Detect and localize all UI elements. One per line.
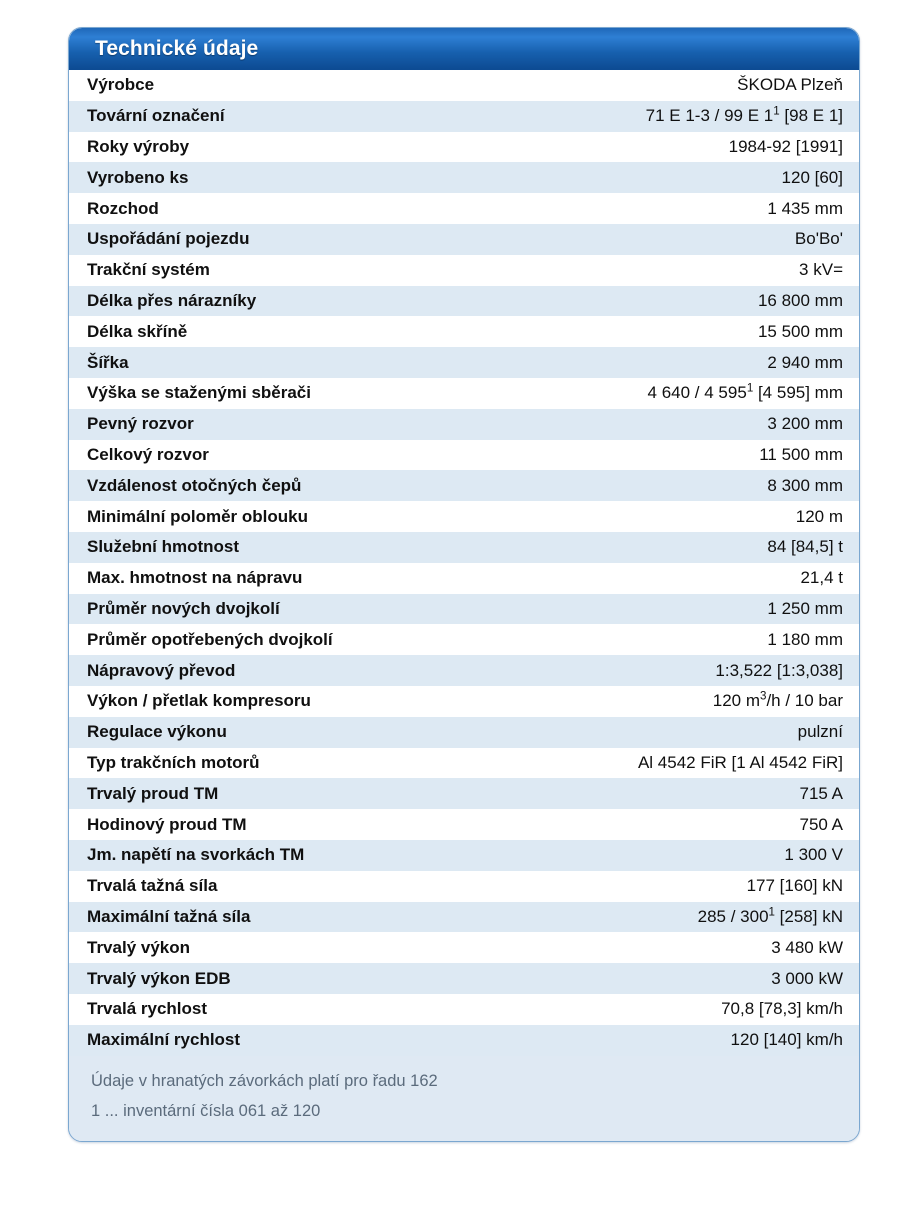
spec-value: 750 A bbox=[799, 814, 843, 834]
spec-value-text-after: [98 E 1] bbox=[779, 106, 843, 126]
table-row bbox=[69, 717, 859, 748]
table-row bbox=[69, 778, 859, 809]
table-row bbox=[69, 286, 859, 317]
table-row bbox=[69, 470, 859, 501]
spec-value bbox=[449, 902, 859, 933]
table-row bbox=[69, 655, 859, 686]
spec-value: 1 180 mm bbox=[767, 629, 843, 649]
table-row bbox=[69, 70, 859, 101]
table-row bbox=[69, 501, 859, 532]
spec-label: Uspořádání pojezdu bbox=[87, 229, 250, 249]
spec-value-text-after: /h / 10 bar bbox=[766, 691, 843, 711]
table-row bbox=[69, 224, 859, 255]
table-row bbox=[69, 594, 859, 625]
spec-label: Maximální tažná síla bbox=[87, 906, 251, 926]
table-row bbox=[69, 748, 859, 779]
spec-label: Trakční systém bbox=[87, 260, 210, 280]
spec-value-text-after: [4 595] mm bbox=[753, 383, 843, 403]
spec-label: Délka skříně bbox=[87, 321, 188, 341]
spec-value bbox=[449, 686, 859, 717]
spec-value: 120 [140] km/h bbox=[730, 1030, 843, 1050]
spec-label: Hodinový proud TM bbox=[87, 814, 247, 834]
spec-value: 1 300 V bbox=[784, 845, 843, 865]
spec-value: 1 250 mm bbox=[767, 598, 843, 618]
spec-value: 3 kV= bbox=[799, 260, 843, 280]
table-row bbox=[69, 193, 859, 224]
table-row bbox=[69, 932, 859, 963]
spec-value bbox=[449, 378, 859, 409]
spec-value: 84 [84,5] t bbox=[767, 537, 843, 557]
spec-label: Průměr opotřebených dvojkolí bbox=[87, 629, 333, 649]
spec-value-superscript: 1 bbox=[773, 105, 780, 118]
table-row bbox=[69, 1025, 859, 1056]
table-row bbox=[69, 440, 859, 471]
table-row bbox=[69, 963, 859, 994]
spec-value: 1 435 mm bbox=[767, 198, 843, 218]
spec-value-superscript: 3 bbox=[760, 690, 767, 703]
spec-label: Jm. napětí na svorkách TM bbox=[87, 845, 305, 865]
spec-label: Typ trakčních motorů bbox=[87, 752, 260, 772]
spec-label: Rozchod bbox=[87, 198, 159, 218]
spec-value: 715 A bbox=[799, 783, 843, 803]
spec-value-text: 71 E 1-3 / 99 E 1 bbox=[645, 106, 774, 126]
spec-value: 21,4 t bbox=[800, 568, 843, 588]
spec-label: Roky výroby bbox=[87, 136, 190, 156]
spec-label: Regulace výkonu bbox=[87, 722, 227, 742]
specifications-table-body bbox=[69, 70, 859, 1056]
spec-value: 3 200 mm bbox=[767, 414, 843, 434]
spec-value: 1984-92 [1991] bbox=[728, 136, 843, 156]
spec-label: Vyrobeno ks bbox=[87, 167, 189, 187]
spec-label: Trvalý výkon EDB bbox=[87, 968, 231, 988]
table-row bbox=[69, 378, 859, 409]
spec-value-superscript: 1 bbox=[746, 382, 754, 395]
spec-label: Nápravový převod bbox=[87, 660, 236, 680]
footnote-bracket-note: Údaje v hranatých závorkách platí pro řadu 162 bbox=[91, 1071, 438, 1090]
footnotes-section bbox=[69, 1056, 859, 1141]
spec-label: Max. hmotnost na nápravu bbox=[87, 568, 303, 588]
page-title: Technické údaje bbox=[95, 37, 259, 60]
specifications-table bbox=[69, 70, 859, 1056]
spec-label: Výška se staženými sběrači bbox=[87, 383, 311, 403]
spec-value: 15 500 mm bbox=[757, 321, 843, 341]
spec-value: Bo'Bo' bbox=[794, 229, 843, 249]
spec-value-text: 4 640 / 4 595 bbox=[647, 383, 747, 403]
spec-label: Trvalá rychlost bbox=[87, 999, 208, 1019]
table-row bbox=[69, 809, 859, 840]
spec-value-text-after: [258] kN bbox=[774, 906, 843, 926]
table-row bbox=[69, 255, 859, 286]
spec-value: 70,8 [78,3] km/h bbox=[721, 999, 843, 1019]
spec-label: Minimální poloměr oblouku bbox=[87, 506, 308, 526]
table-row bbox=[69, 162, 859, 193]
spec-value: 2 940 mm bbox=[767, 352, 843, 372]
table-row bbox=[69, 316, 859, 347]
spec-value: 120 [60] bbox=[781, 167, 843, 187]
spec-label: Vzdálenost otočných čepů bbox=[87, 475, 302, 495]
table-row bbox=[69, 347, 859, 378]
spec-value-text: 120 m bbox=[712, 691, 761, 711]
spec-label: Délka přes nárazníky bbox=[87, 290, 257, 310]
table-row bbox=[69, 101, 859, 132]
spec-label: Pevný rozvor bbox=[87, 414, 194, 434]
spec-value-superscript: 1 bbox=[768, 906, 775, 919]
footnote-inventory-note: 1 ... inventární čísla 061 až 120 bbox=[91, 1102, 321, 1120]
table-row bbox=[69, 871, 859, 902]
spec-value: 8 300 mm bbox=[767, 475, 843, 495]
table-row bbox=[69, 563, 859, 594]
spec-value bbox=[449, 101, 859, 132]
table-row bbox=[69, 994, 859, 1025]
spec-value: pulzní bbox=[797, 722, 843, 742]
spec-value: Al 4542 FiR [1 Al 4542 FiR] bbox=[637, 752, 843, 772]
spec-value: 177 [160] kN bbox=[746, 876, 843, 896]
spec-label: Celkový rozvor bbox=[87, 444, 209, 464]
table-row bbox=[69, 840, 859, 871]
spec-label: Průměr nových dvojkolí bbox=[87, 598, 280, 618]
technical-data-card bbox=[68, 27, 860, 1142]
spec-value: 16 800 mm bbox=[757, 290, 843, 310]
spec-value-text: 285 / 300 bbox=[697, 906, 769, 926]
spec-label: Maximální rychlost bbox=[87, 1030, 241, 1050]
spec-label: Trvalá tažná síla bbox=[87, 876, 218, 896]
spec-label: Výrobce bbox=[87, 75, 155, 95]
spec-label: Trvalý výkon bbox=[87, 937, 191, 957]
spec-label: Trvalý proud TM bbox=[87, 783, 219, 803]
spec-label: Výkon / přetlak kompresoru bbox=[87, 691, 311, 711]
table-row bbox=[69, 686, 859, 717]
table-row bbox=[69, 132, 859, 163]
spec-value: ŠKODA Plzeň bbox=[737, 75, 843, 95]
spec-value: 3 480 kW bbox=[771, 937, 843, 957]
spec-label: Tovární označení bbox=[87, 106, 225, 126]
spec-value: 3 000 kW bbox=[771, 968, 843, 988]
card-header bbox=[69, 28, 859, 70]
spec-value: 11 500 mm bbox=[759, 444, 843, 464]
spec-label: Šířka bbox=[87, 352, 129, 372]
table-row bbox=[69, 902, 859, 933]
spec-label: Služební hmotnost bbox=[87, 537, 240, 557]
table-row bbox=[69, 532, 859, 563]
table-row bbox=[69, 409, 859, 440]
spec-value: 120 m bbox=[795, 506, 843, 526]
table-row bbox=[69, 624, 859, 655]
spec-value: 1:3,522 [1:3,038] bbox=[715, 660, 843, 680]
